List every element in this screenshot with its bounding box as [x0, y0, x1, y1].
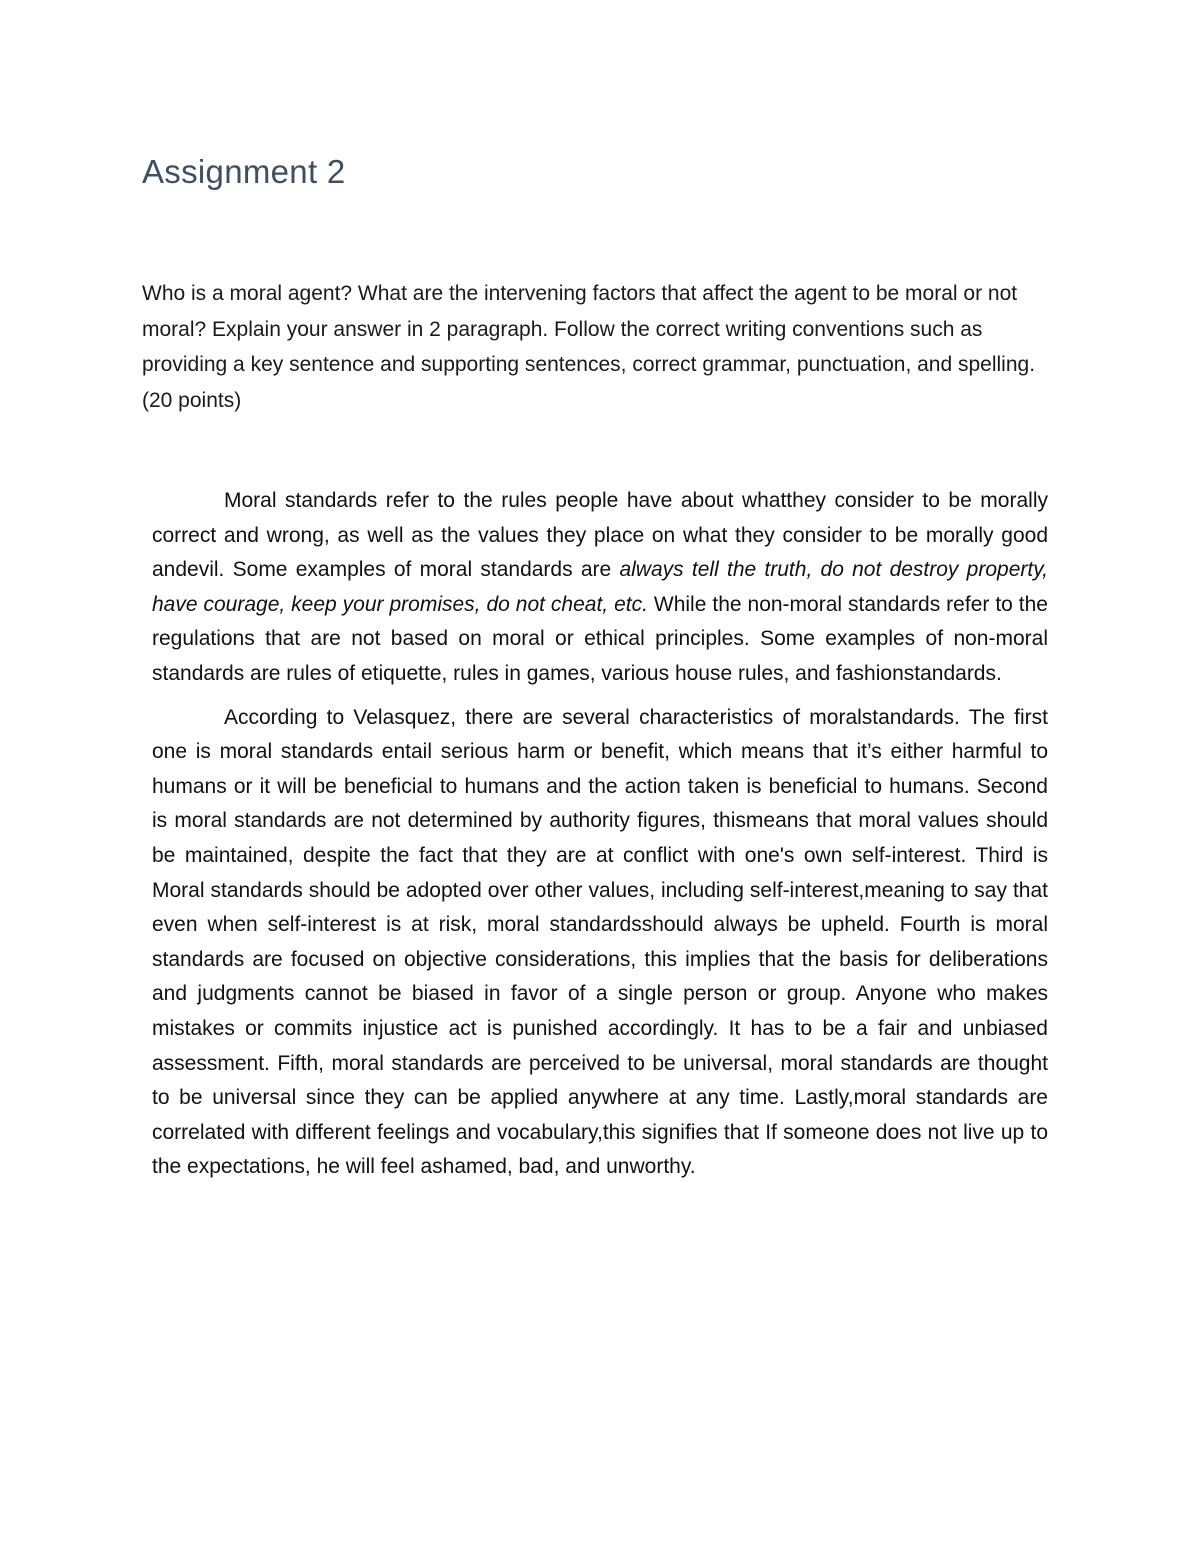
document-title: Assignment 2	[142, 153, 346, 190]
answer-paragraph-1	[152, 484, 1048, 692]
assignment-prompt: Who is a moral agent? What are the intervening factors that affect the agent to be moral or not moral? Explain your answer in 2 paragraph. Follow the correct writing conventions such as providing a key sentence and supporting sentences, correct grammar, punctuation, and spelling. (20 points)	[142, 282, 1036, 412]
paragraph-1-text-start: Moral standards refer to the rules people have about whatthey consider to be morally correct and wrong, as well as the values they place on what they consider to be morally good andevil. Some examples of moral standards are	[152, 489, 1048, 582]
paragraph-1-text-end: While the non-moral standards refer to the regulations that are not based on moral or ethical principles. Some examples of non-moral standards are rules of etiquette, rules in games, various house rules, and fashionstandards.	[152, 592, 1048, 685]
answer-body	[152, 484, 1048, 1194]
answer-paragraph-2: According to Velasquez, there are several characteristics of moralstandards. The first one is moral standards entail serious harm or benefit, which means that it’s either harmful to humans or it will be beneficial to humans and the action taken is beneficial to humans. Second is moral standards are not determined by authority figures, thismeans that moral values should be maintained, despite the fact that they are at conflict with one's own self-interest. Third is Moral standards should be adopted over other values, including self-interest,meaning to say that even when self-interest is at risk, moral standardsshould always be upheld. Fourth is moral standards are focused on objective considerations, this implies that the basis for deliberations and judgments cannot be biased in favor of a single person or group. Anyone who makes mistakes or commits injustice act is punished accordingly. It has to be a fair and unbiased assessment. Fifth, moral standards are perceived to be universal, moral standards are thought to be universal since they can be applied anywhere at any time. Lastly,moral standards are correlated with different feelings and vocabulary,this signifies that If someone does not live up to the expectations, he will feel ashamed, bad, and unworthy.	[152, 705, 1048, 1179]
paragraph-1-examples-italic: always tell the truth, do not destroy property, have courage, keep your promises, do not cheat, etc.	[152, 558, 1048, 616]
